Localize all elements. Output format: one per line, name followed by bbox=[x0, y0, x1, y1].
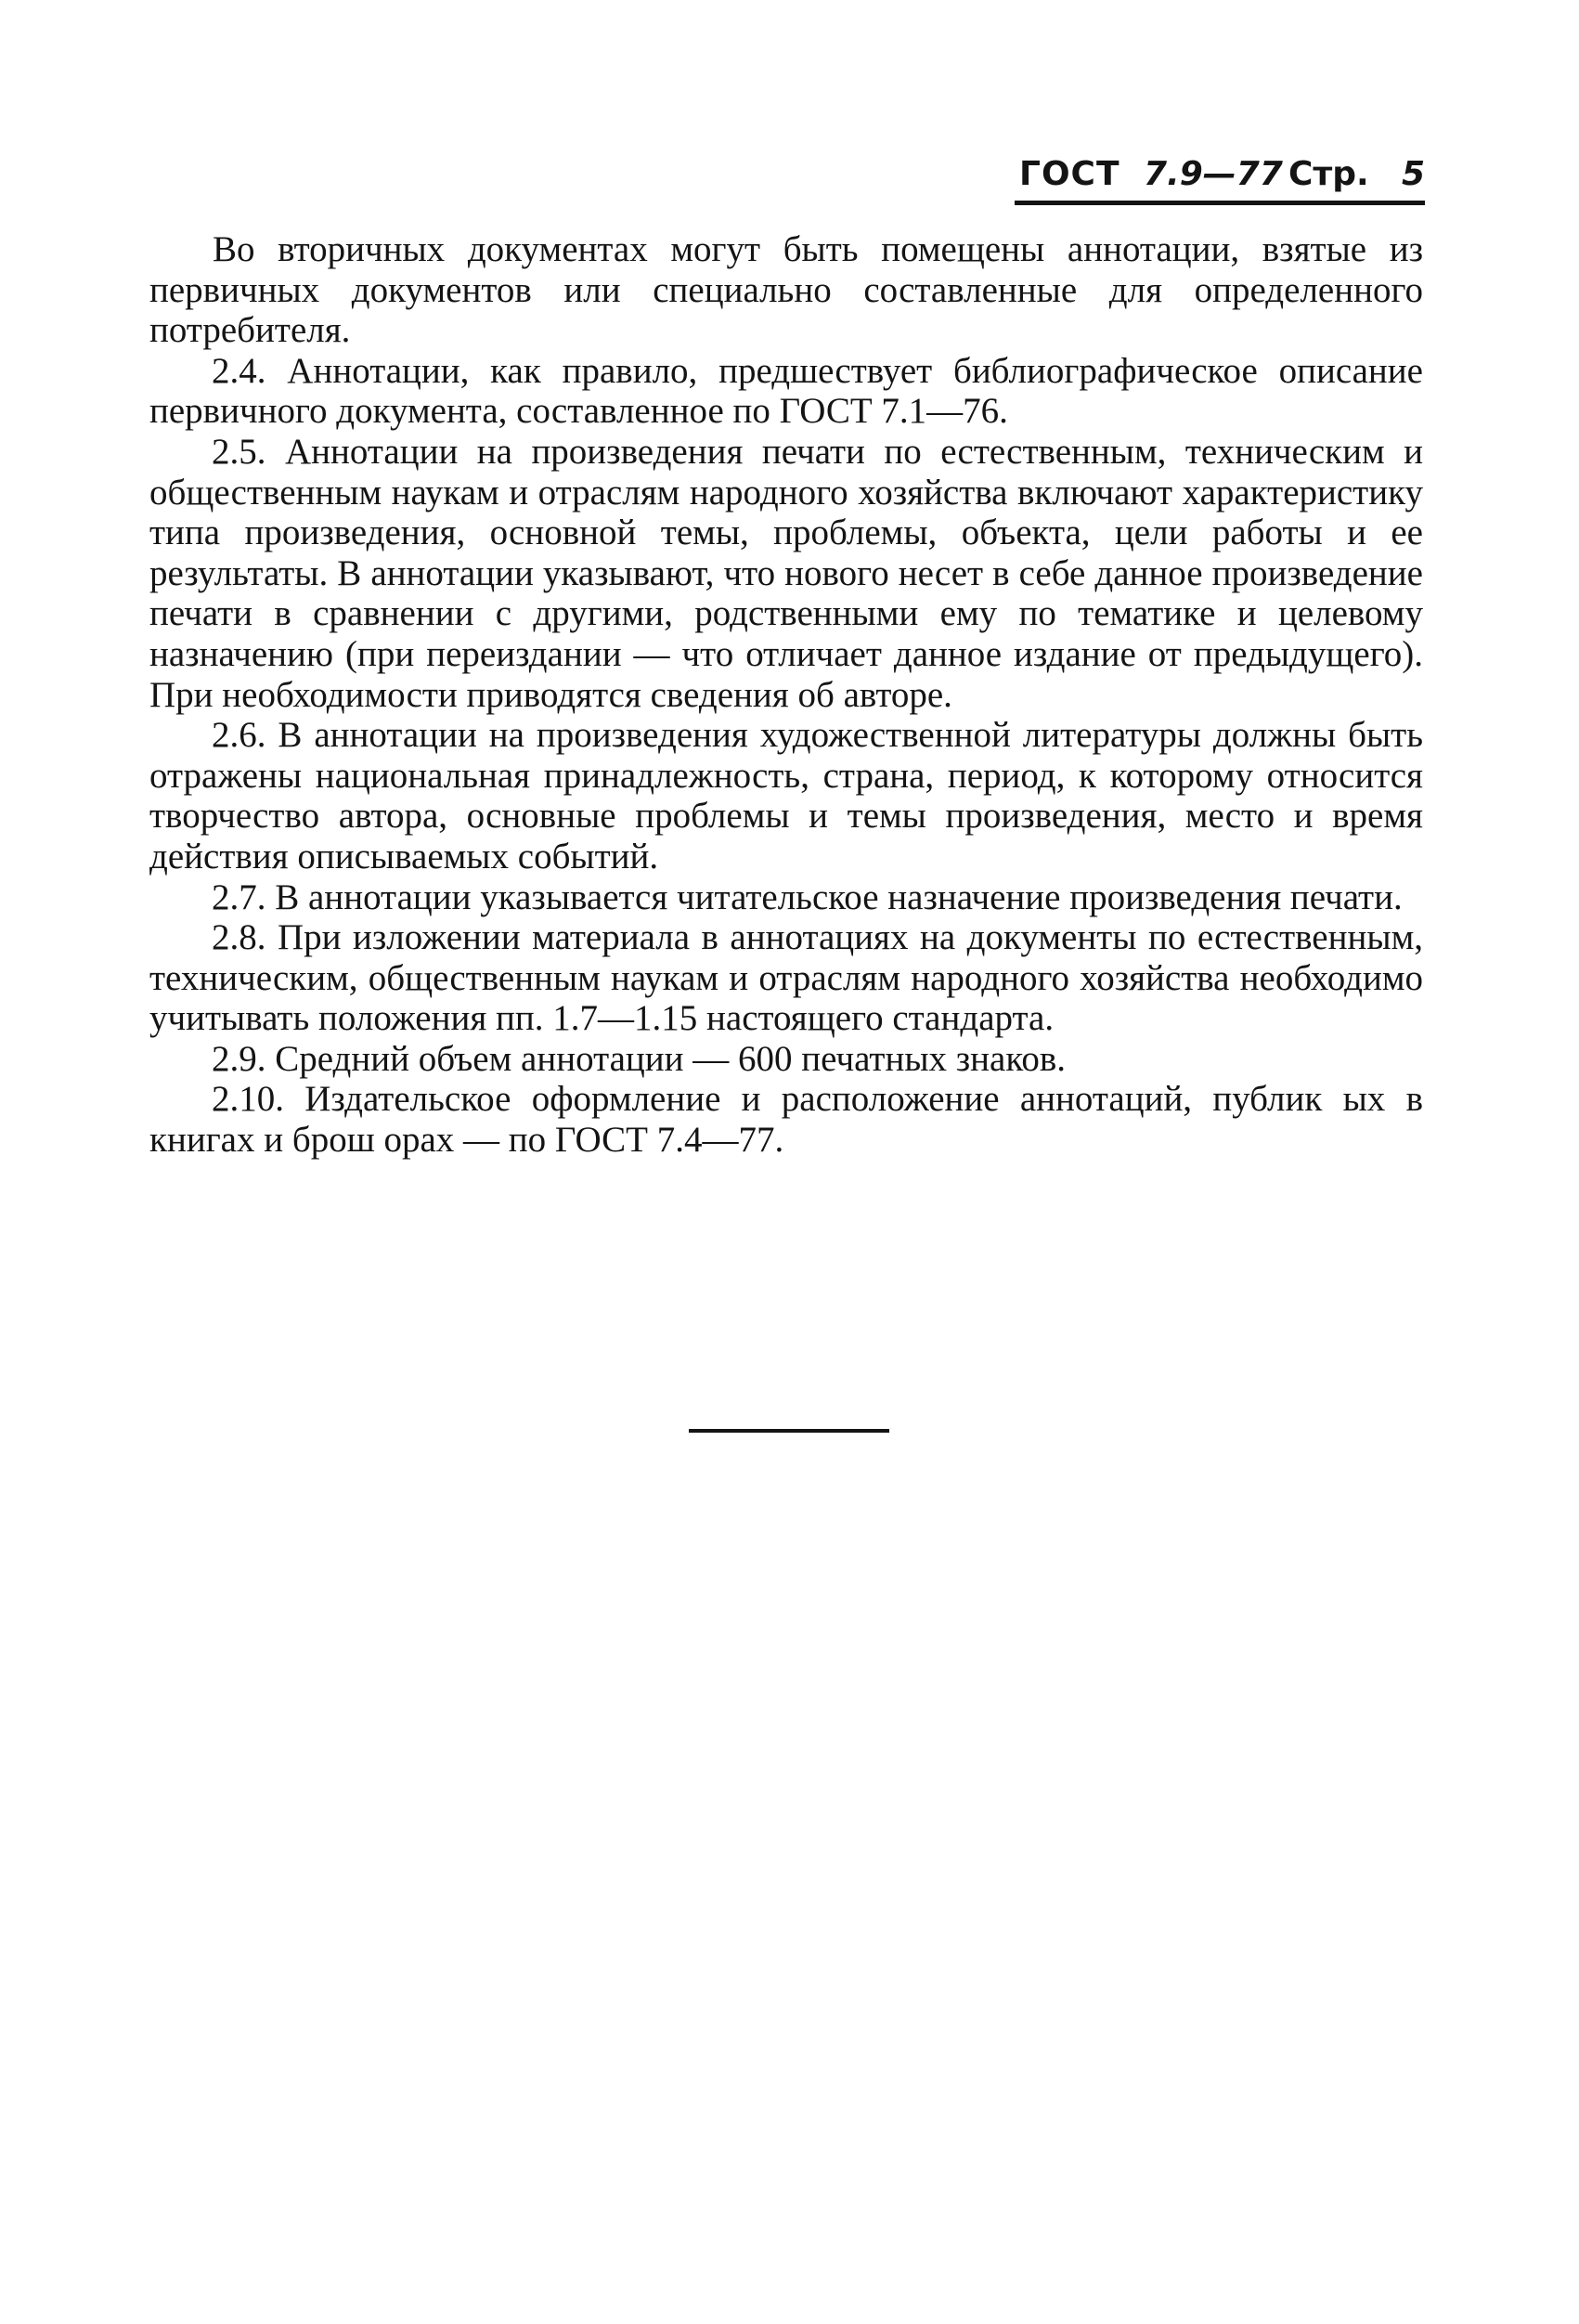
header-standard-number: 7.9—77 bbox=[1144, 155, 1283, 193]
end-rule bbox=[689, 1429, 889, 1433]
paragraph-2-10: 2.10. Издательское оформление и расположение аннотаций, публик ых в книгах и брош орах — по ГОСТ 7.4—77. bbox=[149, 1079, 1423, 1161]
paragraph-2-8: 2.8. При изложении материала в аннотациях на документы по естественным, техническим, общественным наукам и отраслям народного хозяйства необходимо учитывать положения пп. 1.7—1.15 настоящего стандарта. bbox=[149, 917, 1423, 1039]
paragraph-2-5: 2.5. Аннотации на произведения печати по естественным, техническим и общественным наукам и отраслям народного хозяйства включают характеристику типа произведения, основной темы, проблемы, объекта, цели работы и ее результаты. В аннотации указывают, что нового несет в себе данное произведение печати в сравнении с другими, родственными ему по тематике и целевому назначению (при переиздании — что отличает данное издание от предыдущего). При необходимости приводятся сведения об авторе. bbox=[149, 431, 1423, 715]
paragraph-2-6: 2.6. В аннотации на произведения художественной литературы должны быть отражены национальная принадлежность, страна, период, к которому относится творчество автора, основные проблемы и темы произведения, место и время действия описываемых событий. bbox=[149, 715, 1423, 876]
paragraph-intro: Во вторичных документах могут быть помещены аннотации, взятые из первичных документов или специально составленные для определенного потребителя. bbox=[149, 229, 1423, 351]
header-rule bbox=[1015, 201, 1425, 205]
paragraph-2-9: 2.9. Средний объем аннотации — 600 печатных знаков. bbox=[212, 1038, 1066, 1079]
header-standard: ГОСТ bbox=[1019, 155, 1120, 193]
header-page-number: 5 bbox=[1402, 155, 1426, 193]
paragraph-2-4: 2.4. Аннотации, как правило, предшествует библиографическое описание первичного документа, составленное по ГОСТ 7.1—76. bbox=[149, 350, 1423, 432]
header-page-label: Стр. bbox=[1288, 155, 1369, 193]
body-text bbox=[149, 229, 1423, 1161]
running-header bbox=[1012, 150, 1425, 204]
paragraph-2-7: 2.7. В аннотации указывается читательское назначение произведения печати. bbox=[212, 876, 1403, 917]
